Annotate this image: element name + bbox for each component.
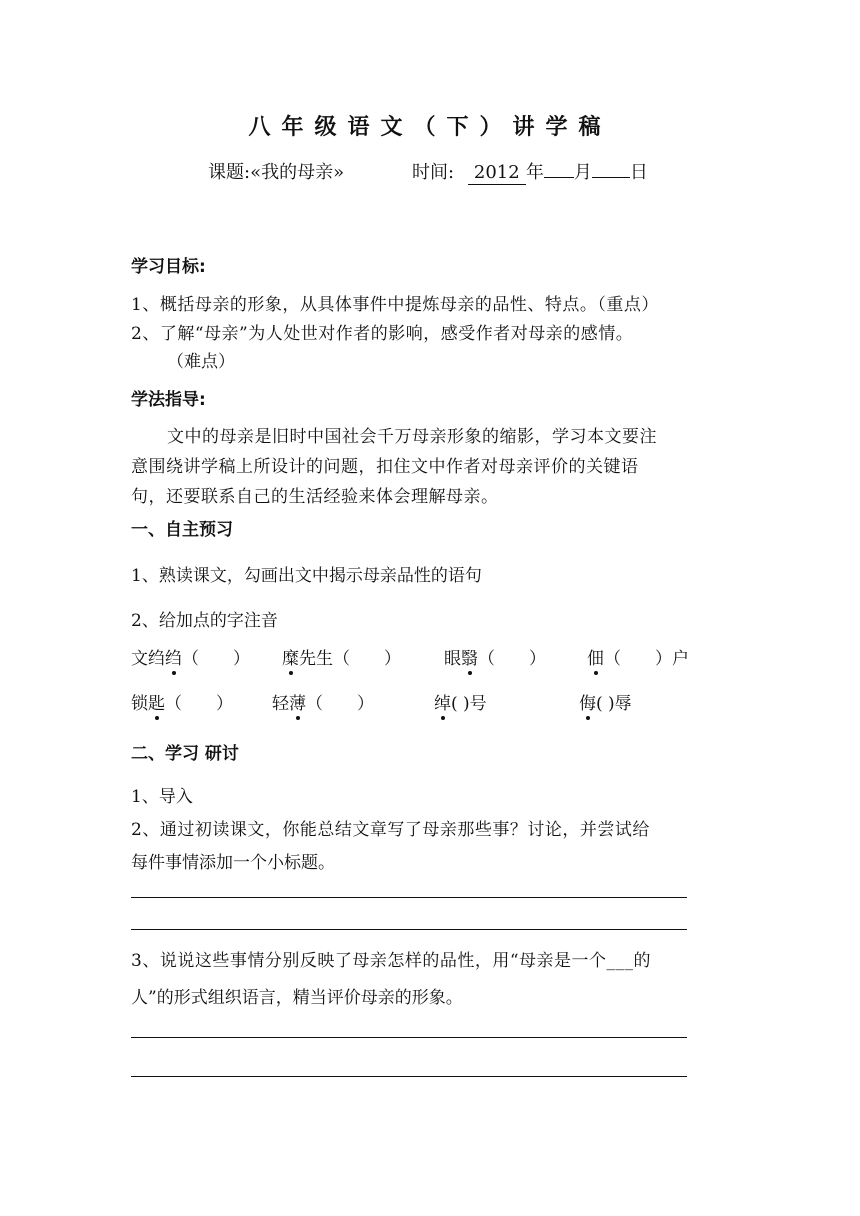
- month-char: 月: [573, 162, 592, 183]
- day-char: 日: [629, 162, 648, 183]
- section2-question-2-line-1: 2、通过初读课文，你能总结文章写了母亲那些事？讨论，并尝试给: [131, 820, 650, 840]
- pinyin-item: 绰( )号: [434, 689, 487, 714]
- method-heading: 学法指导:: [131, 390, 206, 410]
- answer-line[interactable]: [131, 1076, 687, 1077]
- method-line-3: 句，还要联系自己的生活经验来体会理解母亲。: [131, 487, 499, 507]
- year-value: 2012: [468, 162, 526, 185]
- pinyin-item: 糜先生（ ）: [282, 644, 401, 669]
- dotted-char: 翳: [461, 644, 478, 669]
- pinyin-item: 佃（ ）户: [587, 644, 689, 669]
- answer-line[interactable]: [131, 897, 687, 898]
- answer-line[interactable]: [131, 1037, 687, 1038]
- dotted-char: 绉: [165, 644, 182, 669]
- goal-item-2: 2、了解“母亲”为人处世对作者的影响，感受作者对母亲的感情。: [131, 324, 634, 344]
- section2-heading: 二、学习 研讨: [131, 744, 239, 764]
- dotted-char: 匙: [148, 689, 165, 714]
- page-title: 八年级语文（下）讲学稿: [248, 115, 612, 140]
- dotted-char: 糜: [282, 644, 299, 669]
- section2-question-3-line-1: 3、说说这些事情分别反映了母亲怎样的品性，用“母亲是一个___的: [131, 951, 652, 971]
- goal-item-2-note: （难点）: [167, 352, 235, 372]
- month-blank: [544, 177, 574, 178]
- pinyin-item: 轻薄（ ）: [272, 689, 374, 714]
- section1-question-1: 1、熟读课文，勾画出文中揭示母亲品性的语句: [131, 566, 482, 586]
- section1-heading: 一、自主预习: [131, 520, 233, 540]
- pinyin-item: 眼翳（ ）: [444, 644, 546, 669]
- method-line-2: 意围绕讲学稿上所设计的问题，扣住文中作者对母亲评价的关键语: [131, 457, 639, 477]
- section2-question-2-line-2: 每件事情添加一个小标题。: [131, 853, 335, 873]
- dotted-char: 薄: [289, 689, 306, 714]
- subject-label: 课题:«我的母亲»: [208, 162, 345, 183]
- dotted-char: 侮: [579, 689, 596, 714]
- time-label: 时间:: [412, 162, 455, 183]
- date-line: [412, 158, 648, 185]
- pinyin-item: 锁匙（ ）: [131, 689, 233, 714]
- section1-question-2: 2、给加点的字注音: [131, 611, 278, 631]
- pinyin-item: 侮( )辱: [579, 689, 632, 714]
- goals-heading: 学习目标:: [131, 257, 206, 277]
- section2-question-3-line-2: 人”的形式组织语言，精当评价母亲的形象。: [131, 988, 463, 1008]
- goal-item-1: 1、概括母亲的形象，从具体事件中提炼母亲的品性、特点。（重点）: [131, 295, 659, 315]
- method-line-1: 文中的母亲是旧时中国社会千万母亲形象的缩影，学习本文要注: [167, 427, 657, 447]
- section2-question-1: 1、导入: [131, 787, 193, 807]
- dotted-char: 佃: [587, 644, 604, 669]
- pinyin-item: 文绉绉（ ）: [131, 644, 250, 669]
- answer-line[interactable]: [131, 929, 687, 930]
- dotted-char: 绰: [434, 689, 451, 714]
- year-char: 年: [525, 162, 544, 183]
- day-blank: [592, 177, 630, 178]
